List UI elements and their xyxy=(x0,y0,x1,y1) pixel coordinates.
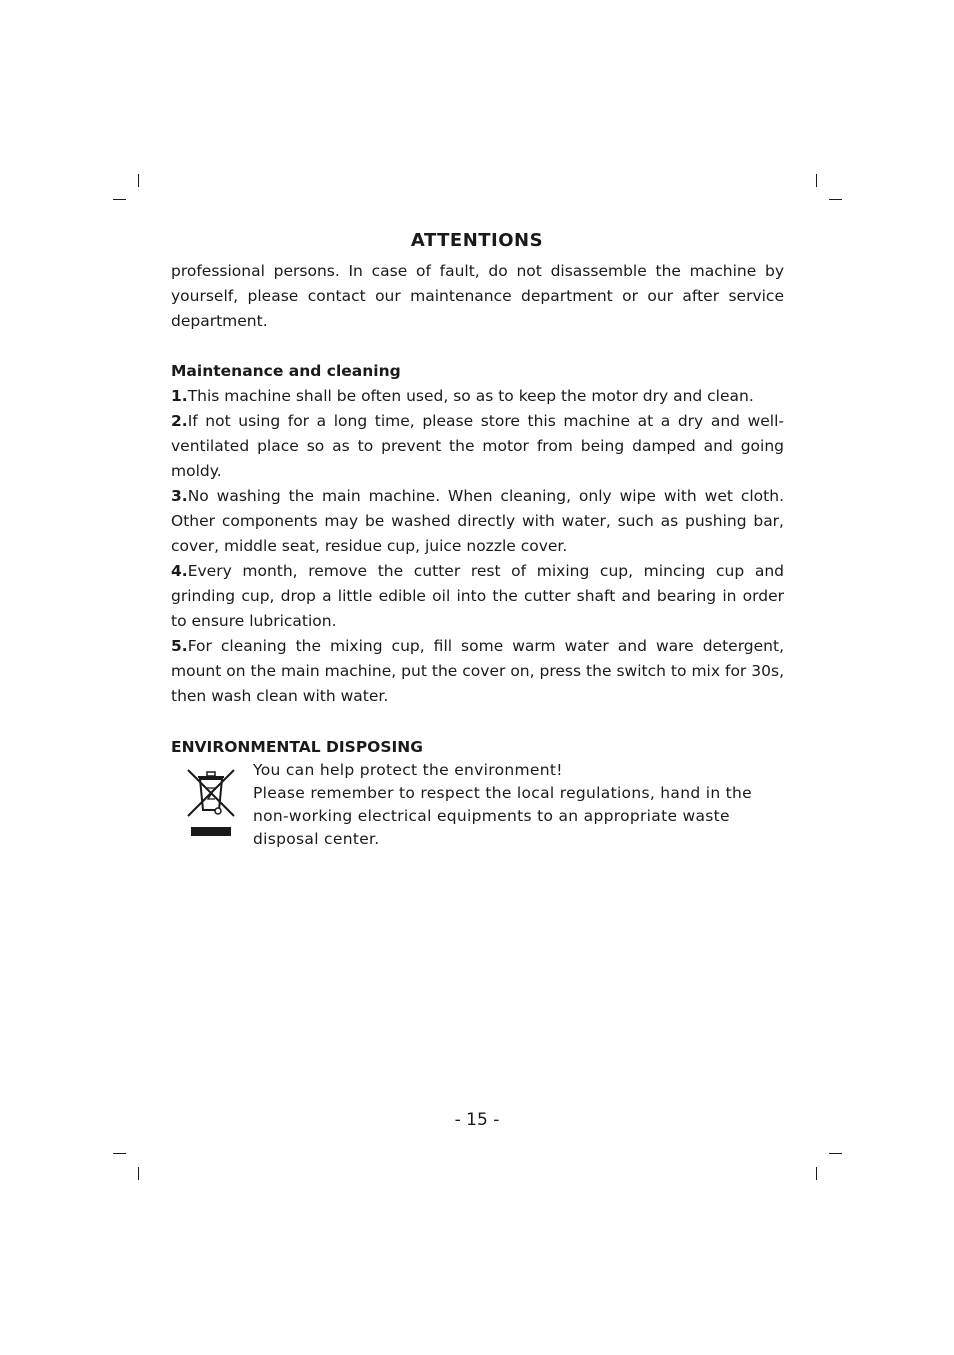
maintenance-item-1: 1.This machine shall be often used, so as to keep the motor dry and clean. xyxy=(171,387,754,405)
crop-mark-top-right-v xyxy=(816,174,817,187)
environment-line-2: Please remember to respect the local regulations, hand in the non-working electrical equipments to an appropriate waste disposal center. xyxy=(253,784,753,848)
crop-mark-top-right-h xyxy=(829,199,842,200)
crop-mark-top-left-v xyxy=(138,174,139,187)
main-content xyxy=(171,259,784,709)
page-title: ATTENTIONS xyxy=(410,230,544,251)
crop-mark-top-left-h xyxy=(113,199,126,200)
environment-text xyxy=(253,759,783,851)
maintenance-heading: Maintenance and cleaning xyxy=(171,362,401,380)
environment-line-1: You can help protect the environment! xyxy=(253,761,563,779)
crop-mark-bottom-left-h xyxy=(113,1153,126,1154)
crop-mark-bottom-right-v xyxy=(816,1167,817,1180)
page-number: - 15 - xyxy=(454,1110,500,1130)
maintenance-item-3: 3.No washing the main machine. When cleaning, only wipe with wet cloth. Other components may be washed directly with water, such as pushing bar, cover, middle seat, residue cup, juice nozzle cover. xyxy=(171,487,784,555)
crop-mark-bottom-left-v xyxy=(138,1167,139,1180)
maintenance-item-5: 5.For cleaning the mixing cup, fill some warm water and ware detergent, mount on the main machine, put the cover on, press the switch to mix for 30s, then wash clean with water. xyxy=(171,637,784,705)
maintenance-item-2: 2.If not using for a long time, please store this machine at a dry and well-ventilated place so as to prevent the motor from being damped and going moldy. xyxy=(171,412,784,480)
crossed-out-wheelie-bin-icon xyxy=(185,766,237,838)
intro-paragraph: professional persons. In case of fault, do not disassemble the machine by yourself, please contact our maintenance department or our after service department. xyxy=(171,262,784,330)
crop-mark-bottom-right-h xyxy=(829,1153,842,1154)
environment-heading: ENVIRONMENTAL DISPOSING xyxy=(171,738,423,756)
maintenance-item-4: 4.Every month, remove the cutter rest of mixing cup, mincing cup and grinding cup, drop a little edible oil into the cutter shaft and bearing in order to ensure lubrication. xyxy=(171,562,784,630)
